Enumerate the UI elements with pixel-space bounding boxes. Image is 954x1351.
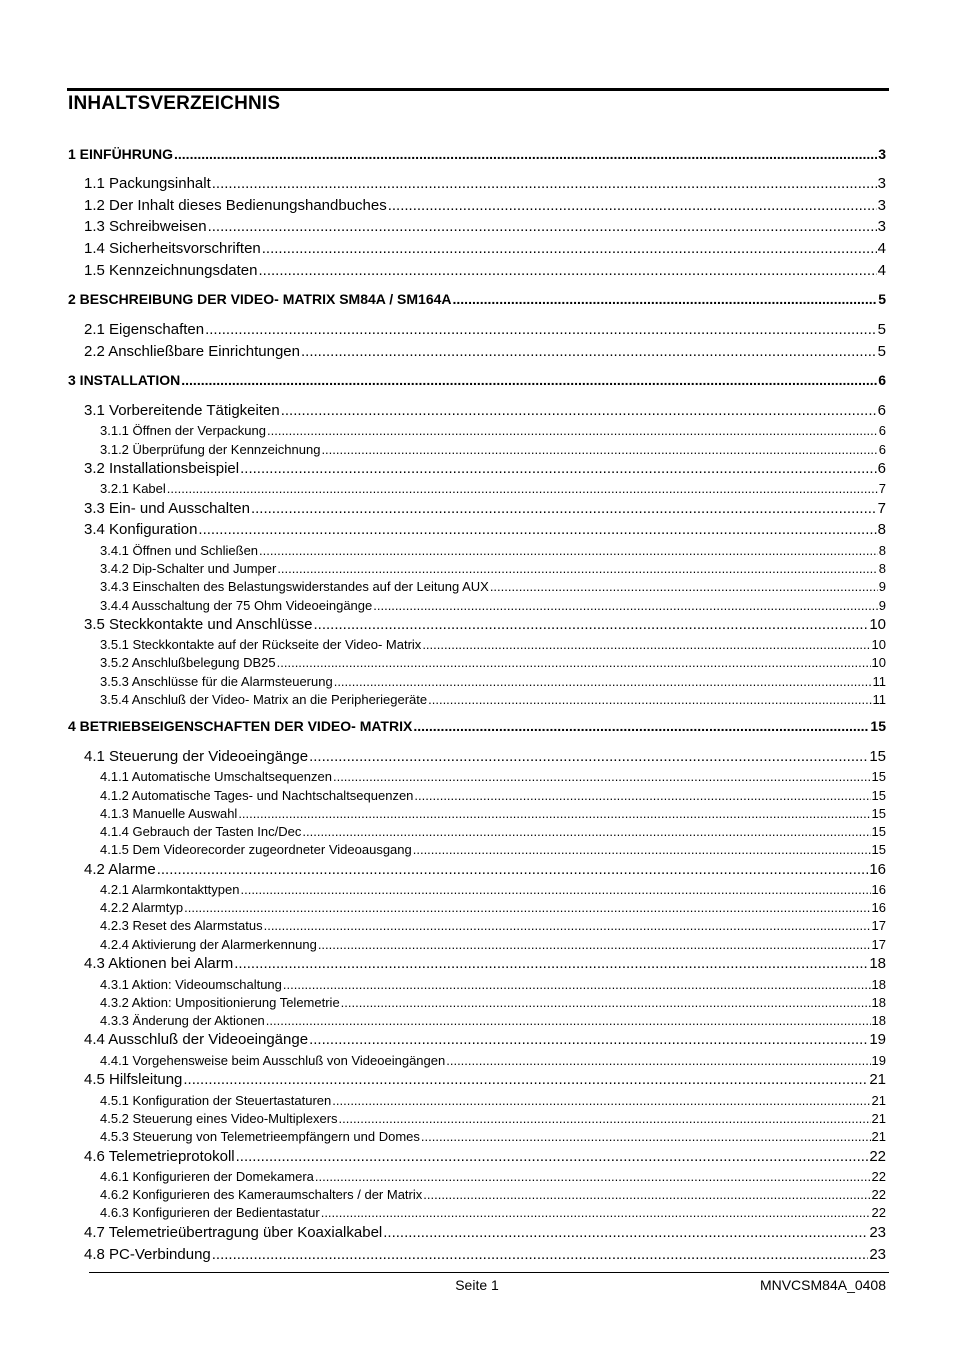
toc-leader-dots: [283, 977, 871, 992]
toc-entry-page: 15: [869, 748, 886, 765]
toc-entry-page: 6: [878, 423, 886, 438]
toc-entry[interactable]: [100, 995, 886, 1010]
toc-leader-dots: [181, 372, 877, 388]
toc-entry-label: 4.2.3 Reset des Alarmstatus: [100, 918, 263, 933]
toc-leader-dots: [277, 561, 877, 576]
toc-entry[interactable]: [84, 1031, 886, 1048]
toc-entry-page: 15: [870, 718, 886, 734]
toc-leader-dots: [339, 1111, 871, 1126]
toc-entry-page: 8: [878, 543, 886, 558]
toc-entry-page: 3: [878, 146, 886, 162]
toc-entry[interactable]: [84, 218, 886, 235]
toc-entry-page: 17: [871, 937, 886, 952]
toc-entry-page: 18: [871, 1013, 886, 1028]
toc-entry-label: 4.6 Telemetrieprotokoll: [84, 1148, 235, 1165]
toc-leader-dots: [157, 861, 869, 878]
toc-entry-label: 3.4.2 Dip-Schalter und Jumper: [100, 561, 277, 576]
toc-entry-page: 22: [871, 1169, 886, 1184]
toc-entry-label: 3 INSTALLATION: [68, 372, 181, 388]
toc-entry-page: 6: [878, 372, 886, 388]
toc-entry[interactable]: [84, 175, 886, 192]
toc-entry[interactable]: [84, 460, 886, 477]
toc-entry-page: 9: [878, 598, 886, 613]
toc-entry-page: 15: [871, 824, 886, 839]
toc-entry-label: 4.4.1 Vorgehensweise beim Ausschluß von Videoeingängen: [100, 1053, 446, 1068]
toc-entry-label: 4.1.4 Gebrauch der Tasten Inc/Dec: [100, 824, 302, 839]
toc-entry[interactable]: [100, 1205, 886, 1220]
toc-leader-dots: [313, 616, 868, 633]
toc-entry[interactable]: [100, 1187, 886, 1202]
toc-entry-label: 4.2.2 Alarmtyp: [100, 900, 184, 915]
toc-entry-label: 4.5.3 Steuerung von Telemetrieempfängern und Domes: [100, 1129, 420, 1144]
footer-document-code: MNVCSM84A_0408: [759, 1277, 886, 1293]
toc-entry-label: 3.5.4 Anschluß der Video- Matrix an die Peripheriegeräte: [100, 692, 428, 707]
toc-leader-dots: [413, 718, 869, 734]
toc-entry-label: 3.1.1 Öffnen der Verpackung: [100, 423, 266, 438]
toc-entry-page: 4: [877, 240, 886, 257]
toc-entry[interactable]: [100, 788, 886, 803]
toc-entry[interactable]: [100, 598, 886, 613]
toc-leader-dots: [240, 882, 870, 897]
toc-entry-page: 3: [877, 197, 886, 214]
toc-entry[interactable]: [100, 674, 886, 689]
toc-entry-page: 19: [871, 1053, 886, 1068]
toc-entry-page: 3: [877, 218, 886, 235]
toc-entry-page: 11: [872, 692, 886, 707]
toc-leader-dots: [198, 521, 876, 538]
toc-entry-page: 19: [869, 1031, 886, 1048]
toc-entry[interactable]: [84, 616, 886, 633]
toc-entry[interactable]: [100, 442, 886, 457]
toc-entry[interactable]: [100, 1053, 886, 1068]
toc-leader-dots: [341, 995, 871, 1010]
toc-entry[interactable]: [100, 900, 886, 915]
toc-leader-dots: [264, 918, 871, 933]
toc-entry-label: 4.5.2 Steuerung eines Video-Multiplexers: [100, 1111, 338, 1126]
toc-entry-page: 21: [871, 1093, 886, 1108]
toc-entry-page: 16: [871, 882, 886, 897]
toc-entry-label: 4.1.5 Dem Videorecorder zugeordneter Videoausgang: [100, 842, 412, 857]
toc-leader-dots: [183, 1071, 868, 1088]
toc-entry-page: 22: [869, 1148, 886, 1165]
toc-entry[interactable]: [84, 1224, 886, 1241]
toc-entry-label: 4.1.2 Automatische Tages- und Nachtschaltsequenzen: [100, 788, 414, 803]
toc-entry[interactable]: [84, 1148, 886, 1165]
toc-entry-label: 1.4 Sicherheitsvorschriften: [84, 240, 261, 257]
toc-leader-dots: [302, 824, 870, 839]
toc-entry-label: 1.1 Packungsinhalt: [84, 175, 211, 192]
toc-entry[interactable]: [84, 262, 886, 279]
toc-entry-label: 2.2 Anschließbare Einrichtungen: [84, 343, 300, 360]
toc-leader-dots: [453, 291, 878, 307]
toc-entry-page: 10: [871, 655, 886, 670]
toc-entry-page: 7: [877, 500, 886, 517]
toc-entry-label: 4.3.2 Aktion: Umpositionierung Telemetrie: [100, 995, 340, 1010]
toc-entry[interactable]: [100, 561, 886, 576]
toc-entry-page: 7: [878, 481, 886, 496]
toc-entry-label: 3.2.1 Kabel: [100, 481, 166, 496]
toc-entry-label: 3.5.1 Steckkontakte auf der Rückseite der Video- Matrix: [100, 637, 422, 652]
toc-entry-label: 1 EINFÜHRUNG: [68, 146, 174, 162]
toc-entry[interactable]: [68, 372, 886, 388]
toc-entry-page: 21: [871, 1111, 886, 1126]
toc-entry[interactable]: [84, 748, 886, 765]
toc-entry-label: 2 BESCHREIBUNG DER VIDEO- MATRIX SM84A / SM164A: [68, 291, 452, 307]
toc-entry[interactable]: [100, 692, 886, 707]
toc-entry-page: 23: [869, 1246, 886, 1263]
toc-entry-page: 6: [878, 442, 886, 457]
toc-entry-label: 1.3 Schreibweisen: [84, 218, 207, 235]
toc-leader-dots: [332, 1093, 870, 1108]
toc-entry-page: 9: [878, 579, 886, 594]
toc-entry-label: 4.7 Telemetrieübertragung über Koaxialkabel: [84, 1224, 383, 1241]
toc-entry[interactable]: [84, 1246, 886, 1263]
toc-entry[interactable]: [100, 543, 886, 558]
toc-entry-label: 4.2.1 Alarmkontakttypen: [100, 882, 240, 897]
toc-entry[interactable]: [100, 1093, 886, 1108]
toc-leader-dots: [321, 1205, 871, 1220]
toc-entry-page: 15: [871, 769, 886, 784]
toc-entry-label: 4.6.3 Konfigurieren der Bedientastatur: [100, 1205, 320, 1220]
toc-entry-label: 3.3 Ein- und Ausschalten: [84, 500, 250, 517]
toc-entry-label: 4.8 PC-Verbindung: [84, 1246, 211, 1263]
toc-leader-dots: [212, 175, 877, 192]
toc-leader-dots: [421, 1129, 871, 1144]
toc-leader-dots: [301, 343, 877, 360]
footer-page-number: Seite 1: [455, 1277, 499, 1293]
toc-leader-dots: [205, 321, 877, 338]
toc-leader-dots: [333, 769, 871, 784]
toc-entry-label: 4.1.3 Manuelle Auswahl: [100, 806, 238, 821]
toc-leader-dots: [383, 1224, 868, 1241]
toc-entry[interactable]: [100, 637, 886, 652]
toc-leader-dots: [277, 655, 871, 670]
toc-title: INHALTSVERZEICHNIS: [68, 93, 281, 114]
toc-entry-page: 8: [877, 521, 886, 538]
toc-leader-dots: [281, 402, 877, 419]
toc-entry-label: 3.4.4 Ausschaltung der 75 Ohm Videoeingänge: [100, 598, 373, 613]
toc-entry[interactable]: [100, 1111, 886, 1126]
toc-entry-label: 1.2 Der Inhalt dieses Bedienungshandbuches: [84, 197, 387, 214]
toc-entry[interactable]: [100, 806, 886, 821]
toc-leader-dots: [208, 218, 877, 235]
toc-leader-dots: [212, 1246, 869, 1263]
toc-entry-page: 15: [871, 842, 886, 857]
toc-entry[interactable]: [100, 769, 886, 784]
toc-leader-dots: [373, 598, 878, 613]
toc-leader-dots: [167, 481, 878, 496]
toc-entry-label: 4.3.1 Aktion: Videoumschaltung: [100, 977, 282, 992]
toc-entry-label: 3.4.1 Öffnen und Schließen: [100, 543, 259, 558]
toc-leader-dots: [267, 423, 878, 438]
toc-leader-dots: [238, 806, 870, 821]
toc-entry-label: 4.2.4 Aktivierung der Alarmerkennung: [100, 937, 317, 952]
toc-entry-page: 8: [878, 561, 886, 576]
toc-leader-dots: [321, 442, 877, 457]
toc-entry-page: 18: [869, 955, 886, 972]
toc-leader-dots: [309, 1031, 868, 1048]
toc-leader-dots: [315, 1169, 871, 1184]
footer-rule: [89, 1272, 889, 1273]
toc-leader-dots: [490, 579, 878, 594]
toc-entry[interactable]: [84, 500, 886, 517]
toc-entry-page: 11: [872, 674, 886, 689]
toc-leader-dots: [236, 1148, 869, 1165]
toc-entry[interactable]: [100, 882, 886, 897]
toc-entry[interactable]: [100, 1129, 886, 1144]
toc-leader-dots: [240, 460, 877, 477]
toc-entry-label: 4.6.2 Konfigurieren des Kameraumschalters / der Matrix: [100, 1187, 423, 1202]
toc-entry[interactable]: [100, 842, 886, 857]
toc-entry-label: 3.5 Steckkontakte und Anschlüsse: [84, 616, 313, 633]
toc-entry-page: 16: [871, 900, 886, 915]
toc-leader-dots: [423, 1187, 870, 1202]
toc-leader-dots: [334, 674, 872, 689]
toc-entry[interactable]: [68, 146, 886, 162]
toc-leader-dots: [414, 788, 870, 803]
toc-leader-dots: [266, 1013, 871, 1028]
toc-leader-dots: [259, 543, 878, 558]
toc-entry-page: 6: [877, 460, 886, 477]
toc-entry-label: 4.5.1 Konfiguration der Steuertastaturen: [100, 1093, 332, 1108]
toc-entry-page: 16: [869, 861, 886, 878]
toc-entry[interactable]: [84, 1071, 886, 1088]
toc-entry-page: 5: [877, 321, 886, 338]
toc-leader-dots: [251, 500, 877, 517]
toc-entry[interactable]: [68, 718, 886, 734]
toc-entry-page: 18: [871, 977, 886, 992]
toc-entry[interactable]: [84, 521, 886, 538]
toc-leader-dots: [422, 637, 870, 652]
toc-leader-dots: [318, 937, 871, 952]
toc-entry-page: 21: [869, 1071, 886, 1088]
toc-entry[interactable]: [100, 423, 886, 438]
toc-entry-label: 4.3 Aktionen bei Alarm: [84, 955, 234, 972]
toc-entry-page: 4: [877, 262, 886, 279]
toc-entry-label: 3.4.3 Einschalten des Belastungswiderstandes auf der Leitung AUX: [100, 579, 489, 594]
toc-entry-page: 6: [877, 402, 886, 419]
toc-entry[interactable]: [100, 824, 886, 839]
toc-leader-dots: [446, 1053, 870, 1068]
toc-entry-label: 4.3.3 Änderung der Aktionen: [100, 1013, 265, 1028]
toc-leader-dots: [174, 146, 877, 162]
toc-entry-page: 10: [871, 637, 886, 652]
toc-entry[interactable]: [100, 937, 886, 952]
toc-entry[interactable]: [100, 918, 886, 933]
toc-entry-label: 4.5 Hilfsleitung: [84, 1071, 183, 1088]
toc-entry-label: 3.5.3 Anschlüsse für die Alarmsteuerung: [100, 674, 333, 689]
toc-entry-page: 18: [871, 995, 886, 1010]
toc-entry-page: 21: [871, 1129, 886, 1144]
toc-entry[interactable]: [68, 291, 886, 307]
toc-entry[interactable]: [84, 955, 886, 972]
toc-entry-label: 3.4 Konfiguration: [84, 521, 198, 538]
toc-entry-page: 15: [871, 806, 886, 821]
toc-entry-page: 5: [877, 343, 886, 360]
toc-entry[interactable]: [100, 1169, 886, 1184]
toc-entry-label: 2.1 Eigenschaften: [84, 321, 205, 338]
toc-leader-dots: [184, 900, 870, 915]
toc-entry-label: 3.1 Vorbereitende Tätigkeiten: [84, 402, 280, 419]
toc-entry[interactable]: [84, 197, 886, 214]
toc-entry-label: 3.2 Installationsbeispiel: [84, 460, 240, 477]
toc-leader-dots: [262, 240, 877, 257]
toc-entry-page: 3: [877, 175, 886, 192]
toc-entry[interactable]: [100, 1013, 886, 1028]
toc-entry[interactable]: [100, 655, 886, 670]
toc-entry-label: 4 BETRIEBSEIGENSCHAFTEN DER VIDEO- MATRIX: [68, 718, 413, 734]
top-rule: [67, 88, 889, 91]
toc-leader-dots: [428, 692, 871, 707]
toc-entry[interactable]: [84, 240, 886, 257]
toc-leader-dots: [413, 842, 871, 857]
toc-entry[interactable]: [84, 321, 886, 338]
toc-entry-page: 22: [871, 1205, 886, 1220]
toc-entry-label: 3.1.2 Überprüfung der Kennzeichnung: [100, 442, 321, 457]
toc-entry-page: 5: [878, 291, 886, 307]
toc-entry-label: 4.1.1 Automatische Umschaltsequenzen: [100, 769, 332, 784]
toc-entry-label: 3.5.2 Anschlußbelegung DB25: [100, 655, 276, 670]
toc-entry-label: 4.2 Alarme: [84, 861, 156, 878]
toc-entry[interactable]: [84, 402, 886, 419]
toc-entry-page: 10: [869, 616, 886, 633]
toc-entry[interactable]: [84, 343, 886, 360]
toc-entry-page: 17: [871, 918, 886, 933]
toc-entry[interactable]: [100, 579, 886, 594]
toc-leader-dots: [388, 197, 877, 214]
toc-entry-label: 4.1 Steuerung der Videoeingänge: [84, 748, 309, 765]
toc-entry-label: 1.5 Kennzeichnungsdaten: [84, 262, 258, 279]
toc-entry-label: 4.6.1 Konfigurieren der Domekamera: [100, 1169, 314, 1184]
toc-entry-page: 15: [871, 788, 886, 803]
toc-entry-page: 22: [871, 1187, 886, 1202]
toc-leader-dots: [309, 748, 868, 765]
toc-leader-dots: [234, 955, 868, 972]
toc-leader-dots: [258, 262, 876, 279]
toc-entry[interactable]: [100, 481, 886, 496]
toc-entry[interactable]: [84, 861, 886, 878]
toc-entry-label: 4.4 Ausschluß der Videoeingänge: [84, 1031, 309, 1048]
toc-entry-page: 23: [869, 1224, 886, 1241]
toc-entry[interactable]: [100, 977, 886, 992]
